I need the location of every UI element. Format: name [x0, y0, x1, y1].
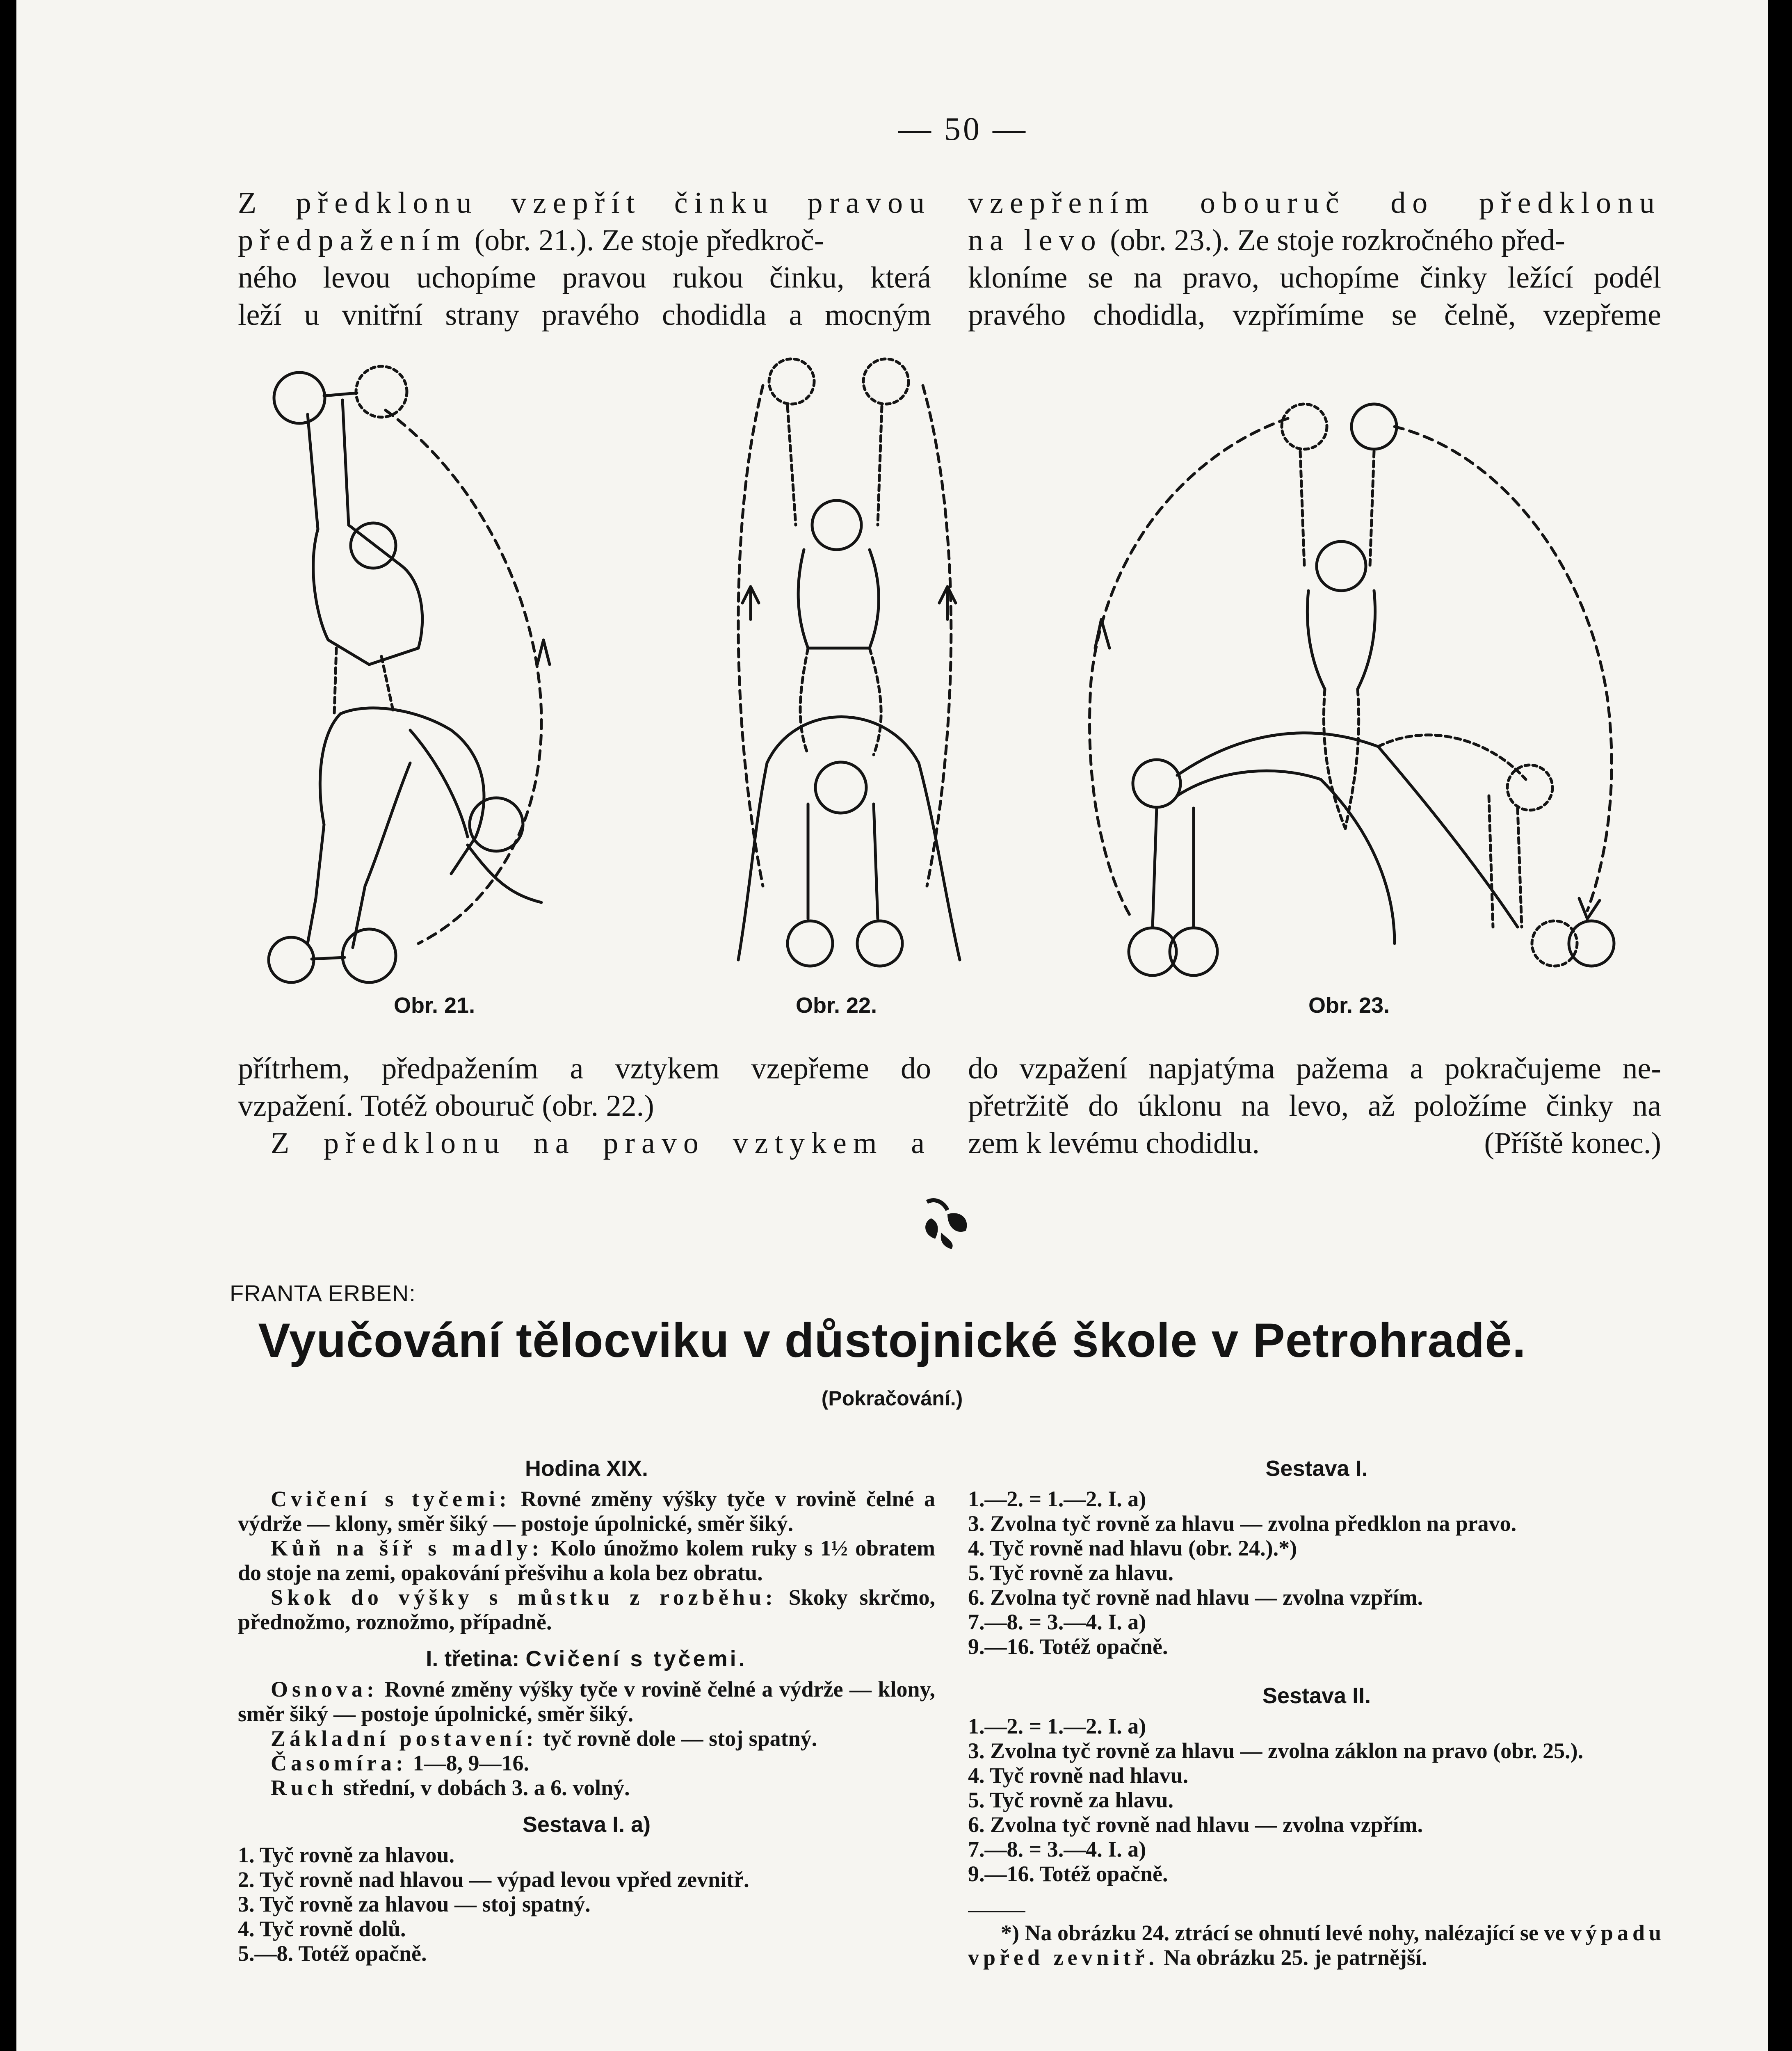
exercise-title-23: vzepřením obouruč do předklonu [968, 186, 1661, 220]
set-1a-item: 5.—8. Totéž opačně. [238, 1941, 427, 1966]
page-number: — 50 — [898, 111, 1028, 147]
set-1-item: 6. Zvolna tyč rovně nad hlavu — zvolna vzpřím. [968, 1585, 1423, 1610]
continuation-left-column [238, 1050, 931, 1162]
article-subtitle: (Pokračování.) [821, 1387, 963, 1410]
lesson-paragraph-horse: Kůň na šíř s madly: Kolo únožmo kolem ruky s 1½ obratem do stoje na zemi, opakování přešvihu a kola bez obratu. [238, 1536, 935, 1585]
set-2-item: 6. Zvolna tyč rovně nad hlavu — zvolna vzpřím. [968, 1812, 1423, 1837]
outline-paragraph: Osnova: Rovné změny výšky tyče v rovině čelné a výdrže — klony, směr šiký — postoje úpolnické, směr šiký. [238, 1677, 935, 1726]
set-2-item: 7.—8. = 3.—4. I. a) [968, 1837, 1146, 1861]
leaf-ornament-icon [919, 1194, 972, 1251]
scanned-page [16, 0, 1768, 2051]
figure-21-caption: Obr. 21. [394, 993, 475, 1018]
footnote: *) Na obrázku 24. ztrácí se ohnutí levé nohy, nalézající se ve výpadu vpřed zevnitř. Na obrázku 25. je patrnější. [968, 1921, 1666, 1970]
intro-right-column [968, 185, 1661, 334]
set-1-item: 7.—8. = 3.—4. I. a) [968, 1610, 1146, 1634]
figure-21-illustration [246, 353, 681, 993]
continuation-right-paragraph: do vzpažení napjatýma pažema a pokračujeme ne- přetržitě do úklonu na levo, až položíme činky na zem k levému chodidlu. (Příště konec.) [968, 1050, 1661, 1162]
intro-right-paragraph: vzepřením obouruč do předklonu na levo (obr. 23.). Ze stoje rozkročného před- kloníme se na pravo, uchopíme činky ležící podél pravého chodidla, vzpřímíme se čelně, vzepřeme [968, 185, 1661, 334]
third-heading: I. třetina: Cvičení s tyčemi. [426, 1647, 747, 1671]
set-1-item: 4. Tyč rovně nad hlavu (obr. 24.).*) [968, 1536, 1297, 1560]
lesson-paragraph-bars: Cvičení s tyčemi: Rovné změny výšky tyče v rovině čelné a výdrže — klony, směr šiký — postoje úpolnické, směr šiký. [238, 1487, 936, 1536]
intro-left-column [238, 185, 931, 334]
set-1-item: 9.—16. Totéž opačně. [968, 1634, 1168, 1659]
figure-23-caption: Obr. 23. [1308, 993, 1390, 1018]
base-position-paragraph: Základní postavení: tyč rovně dole — stoj spatný. [271, 1726, 817, 1751]
article-author: FRANTA ERBEN: [230, 1280, 416, 1306]
set-2-item: 3. Zvolna tyč rovně za hlavu — zvolna záklon na pravo (obr. 25.). [968, 1738, 1584, 1763]
set-1-item: 5. Tyč rovně za hlavu. [968, 1560, 1174, 1585]
intro-left-paragraph: Z předklonu vzepřít činku pravou předpažením (obr. 21.). Ze stoje předkroč- ného levou uchopíme pravou rukou činku, která leží u vnitřní strany pravého chodidla a mocným [238, 186, 931, 332]
set-1-item: 1.—2. = 1.—2. I. a) [968, 1487, 1146, 1511]
lesson-heading: Hodina XIX. [525, 1456, 648, 1481]
set-1a-heading: Sestava I. a) [522, 1812, 651, 1837]
tempo-paragraph: Ruch střední, v dobách 3. a 6. volný. [271, 1775, 630, 1800]
figure-22-illustration [705, 353, 1017, 993]
set-2-item: 5. Tyč rovně za hlavu. [968, 1788, 1174, 1812]
figure-23-illustration [1058, 353, 1657, 993]
continuation-right-column [968, 1050, 1661, 1162]
article-title: Vyučování tělocviku v důstojnické škole v Petrohradě. [258, 1313, 1526, 1368]
exercise-title-22: Z předklonu na pravo vztykem a [271, 1126, 931, 1160]
set-2-item: 1.—2. = 1.—2. I. a) [968, 1714, 1146, 1738]
continued-note: (Příště konec.) [1484, 1126, 1661, 1160]
set-1a-item: 1. Tyč rovně za hlavou. [238, 1843, 455, 1867]
set-2-item: 4. Tyč rovně nad hlavu. [968, 1763, 1189, 1788]
set-2-heading: Sestava II. [1262, 1683, 1371, 1708]
timing-paragraph: Časomíra: 1—8, 9—16. [271, 1751, 529, 1775]
set-1-heading: Sestava I. [1265, 1456, 1368, 1481]
set-1a-item: 3. Tyč rovně za hlavou — stoj spatný. [238, 1892, 591, 1916]
set-1a-item: 2. Tyč rovně nad hlavou — výpad levou vpřed zevnitř. [238, 1867, 749, 1892]
set-1-item: 3. Zvolna tyč rovně za hlavu — zvolna předklon na pravo. [968, 1511, 1517, 1536]
lesson-left-column [238, 1444, 935, 1966]
lesson-paragraph-jump: Skok do výšky s můstku z rozběhu: Skoky skrčmo, přednožmo, roznožmo, případně. [238, 1585, 936, 1634]
lesson-right-column [968, 1444, 1665, 1970]
set-2-item: 9.—16. Totéž opačně. [968, 1861, 1168, 1886]
footnote-divider [968, 1911, 1025, 1912]
continuation-left-paragraph: přítrhem, předpažením a vztykem vzepřeme do vzpažení. Totéž obouruč (obr. 22.) Z předklonu na pravo vztykem a [238, 1050, 931, 1162]
figure-22-caption: Obr. 22. [796, 993, 877, 1018]
exercise-title-21: Z předklonu vzepřít činku pravou předpažením [238, 186, 931, 257]
set-1a-item: 4. Tyč rovně dolů. [238, 1916, 406, 1941]
